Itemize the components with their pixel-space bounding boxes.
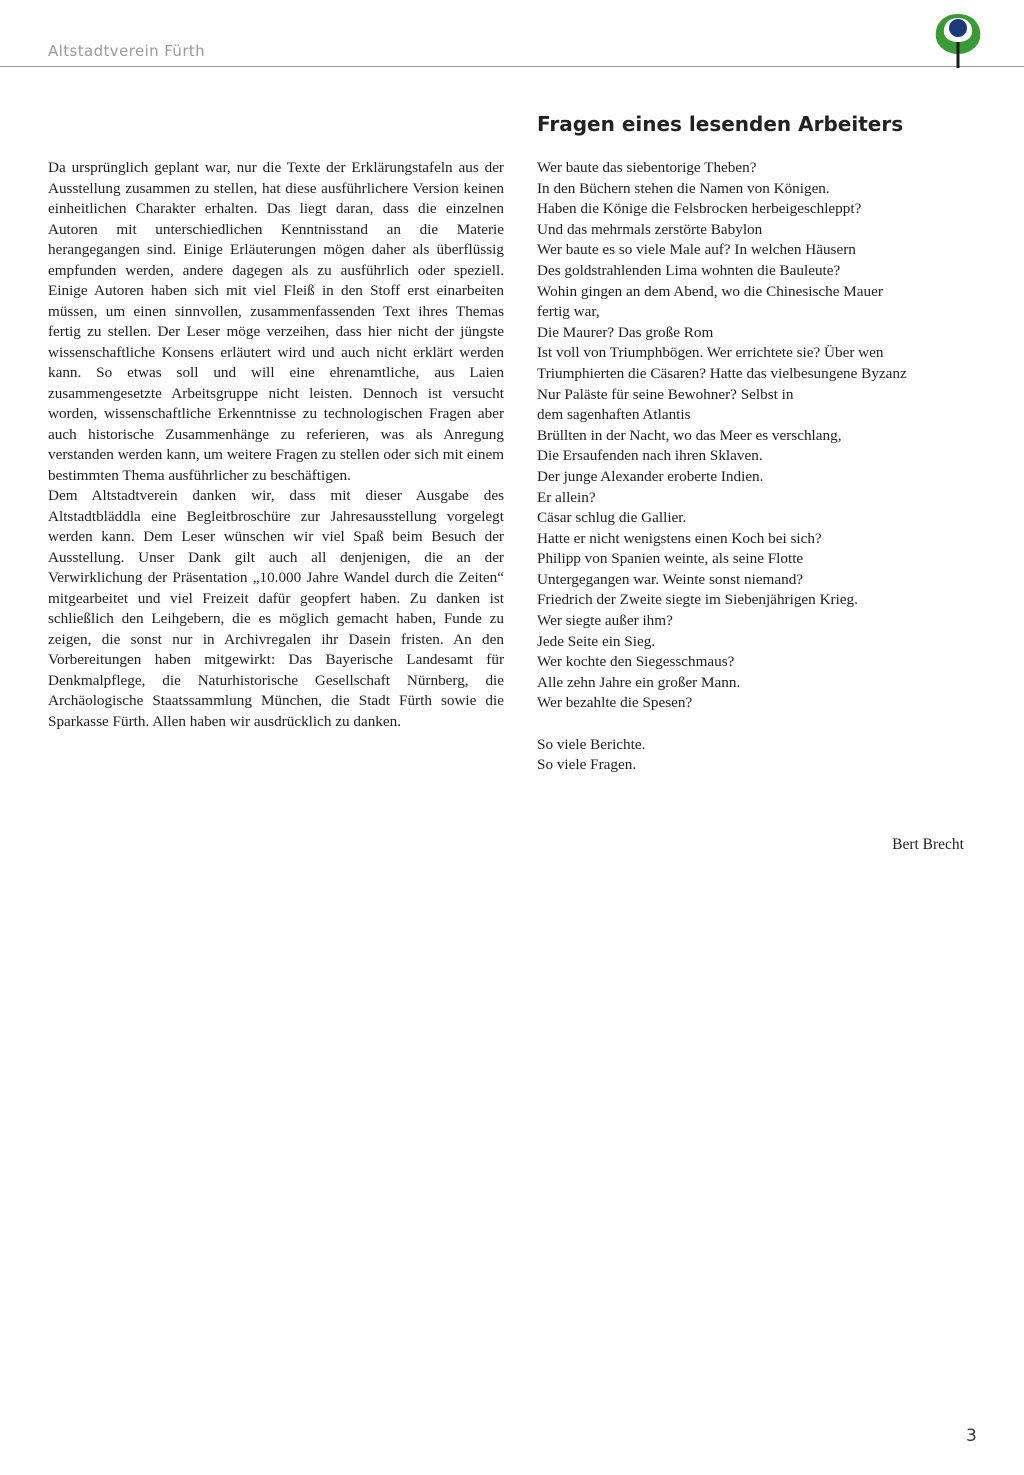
- poem-line: dem sagenhaften Atlantis: [537, 406, 691, 424]
- poem-line: In den Büchern stehen die Namen von Königen.: [537, 179, 830, 197]
- poem-line: So viele Berichte.: [537, 735, 646, 753]
- poem-line: So viele Fragen.: [537, 756, 637, 774]
- intro-paragraph-2: Dem Altstadtverein danken wir, dass mit dieser Ausgabe des Altstadtbläddla eine Begleitbroschüre zur Jahresausstellung vorgelegt werden kann. Dem Leser wünschen wir viel Spaß beim Besuch der Ausstellung. Unser Dank gilt auch all denjenigen, die an der Verwirklichung der Präsentation „10.000 Jahre Wandel durch die Zeiten“ mitgearbeitet und viel Freizeit dafür geopfert haben. Zu danken ist schließlich den Leihgebern, die es möglich gemacht haben, Funde zu zeigen, die sonst nur in Archivregalen ihr Dasein fristen. An den Vorbereitungen haben mitgewirkt: Das Bayerische Landesamt für Denkmalpflege, die Naturhistorische Gesellschaft Nürnberg, die Archäologische Staatssammlung München, die Stadt Fürth sowie die Sparkasse Fürth. Allen haben wir ausdrücklich zu danken.: [48, 487, 504, 730]
- poem-line: Des goldstrahlenden Lima wohnten die Bauleute?: [537, 261, 841, 279]
- stanza-gap: [537, 714, 987, 735]
- poem-line: Wer siegte außer ihm?: [537, 612, 673, 630]
- header-title: Altstadtverein Fürth: [48, 42, 206, 60]
- poem-line: Jede Seite ein Sieg.: [537, 632, 656, 650]
- poem-line: Die Maurer? Das große Rom: [537, 323, 714, 341]
- poem-line: Wohin gingen an dem Abend, wo die Chinesische Mauer: [537, 282, 883, 300]
- poem-line: Die Ersaufenden nach ihren Sklaven.: [537, 447, 763, 465]
- poem-line: Philipp von Spanien weinte, als seine Flotte: [537, 550, 804, 568]
- poem-line: Und das mehrmals zerstörte Babylon: [537, 220, 763, 238]
- poem-author: Bert Brecht: [892, 836, 964, 853]
- poem-line: fertig war,: [537, 303, 600, 321]
- poem-line: Wer kochte den Siegesschmaus?: [537, 653, 735, 671]
- poem-line: Haben die Könige die Felsbrocken herbeigeschleppt?: [537, 200, 862, 218]
- poem-title: Fragen eines lesenden Arbeiters: [537, 112, 904, 136]
- poem-line: Friedrich der Zweite siegte im Siebenjährigen Krieg.: [537, 591, 858, 609]
- altstadtverein-logo-icon: [930, 8, 986, 70]
- poem-line: Nur Paläste für seine Bewohner? Selbst in: [537, 385, 794, 403]
- poem-body: [537, 158, 987, 776]
- poem-line: Brüllten in der Nacht, wo das Meer es verschlang,: [537, 426, 842, 444]
- header-rule: [0, 66, 1024, 67]
- poem-line: Untergegangen war. Weinte sonst niemand?: [537, 570, 804, 588]
- poem-line: Wer baute das siebentorige Theben?: [537, 159, 757, 176]
- poem-line: Er allein?: [537, 488, 596, 506]
- poem-line: Cäsar schlug die Gallier.: [537, 509, 687, 527]
- poem-line: Ist voll von Triumphbögen. Wer errichtete sie? Über wen: [537, 344, 884, 362]
- intro-text: [48, 158, 504, 732]
- poem-line: Der junge Alexander eroberte Indien.: [537, 467, 764, 485]
- intro-paragraph-1: Da ursprünglich geplant war, nur die Texte der Erklärungstafeln aus der Ausstellung zusammen zu stellen, hat diese ausführlichere Version keinen einheitlichen Charakter erhalten. Das liegt daran, dass die einzelnen Autoren mit unterschiedlichen Kenntnisstand an die Materie herangegangen sind. Einige Erläuterungen mögen daher als überflüssig empfunden werden, andere dagegen als zu ausführlich oder speziell. Einige Autoren haben sich mit viel Fleiß in den Stoff erst einarbeiten müssen, um einen sinnvollen, zusammenfassenden Text ihres Themas fertig zu stellen. Der Leser möge verzeihen, dass hier nicht der jüngste wissenschaftliche Konsens erläutert wird und auch nicht erklärt werden kann. So etwas soll und will eine ehrenamtliche, aus Laien zusammengesetzte Arbeitsgruppe nicht leisten. Dennoch ist versucht worden, wissenschaftliche Erkenntnisse zu technologischen Fragen aber auch historische Zusammenhänge zu referieren, was als Anregung verstanden werden kann, um weitere Fragen zu stellen oder sich mit einem bestimmten Thema ausführlicher zu beschäftigen.: [48, 159, 504, 484]
- poem-line: Triumphierten die Cäsaren? Hatte das vielbesungene Byzanz: [537, 364, 907, 382]
- page-number: 3: [966, 1426, 977, 1446]
- poem-line: Wer baute es so viele Male auf? In welchen Häusern: [537, 241, 856, 259]
- poem-line: Hatte er nicht wenigstens einen Koch bei sich?: [537, 529, 822, 547]
- poem-line: Alle zehn Jahre ein großer Mann.: [537, 673, 741, 691]
- poem-line: Wer bezahlte die Spesen?: [537, 694, 693, 712]
